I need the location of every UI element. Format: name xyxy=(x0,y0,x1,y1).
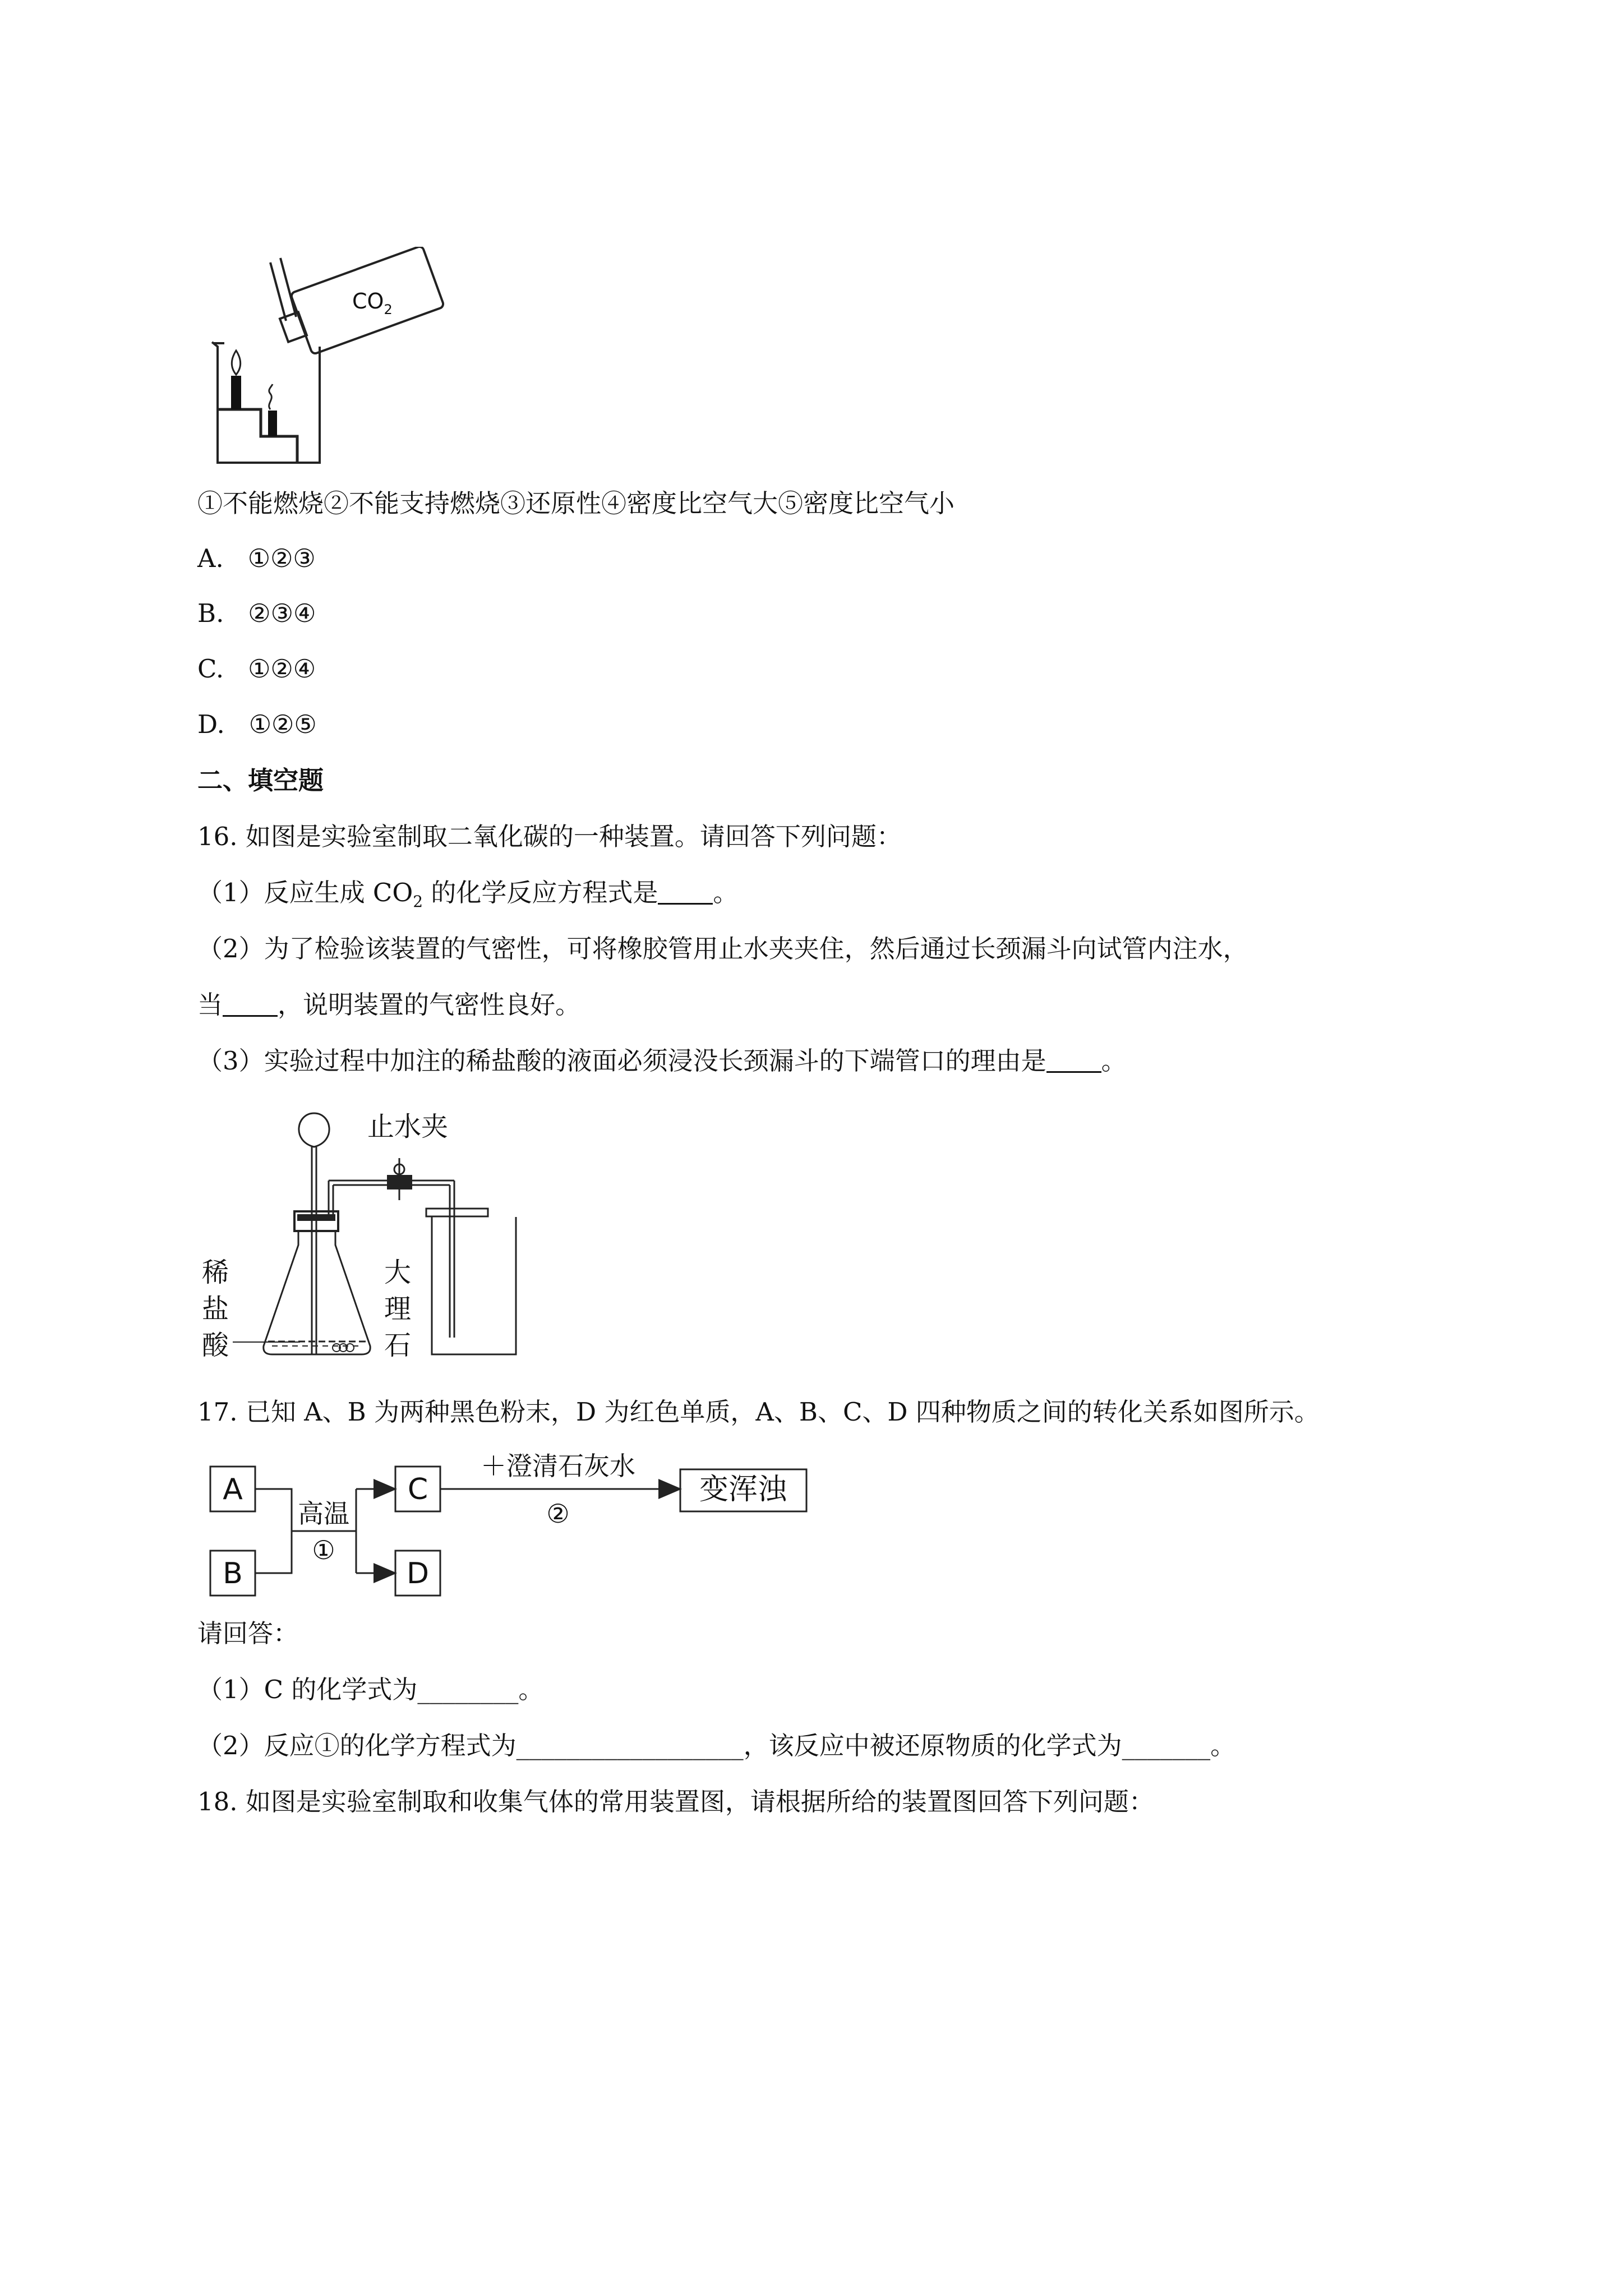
node-b: B xyxy=(223,1557,243,1590)
q17-part1: （1）C 的化学式为________。 xyxy=(197,1675,544,1704)
q15-options-text: ①不能燃烧②不能支持燃烧③还原性④密度比空气大⑤密度比空气小 xyxy=(197,488,955,518)
answer-blank[interactable] xyxy=(1046,1049,1101,1073)
node-c: C xyxy=(407,1473,428,1506)
reagent-2: ＋澄清石灰水 xyxy=(481,1451,635,1481)
step-1: ① xyxy=(312,1535,335,1565)
result-text: 变浑浊 xyxy=(699,1473,787,1506)
marble-label-3: 石 xyxy=(384,1330,412,1361)
q17-part2: （2）反应①的化学方程式为__________________，该反应中被还原物质的化学式为_______。 xyxy=(197,1731,1236,1760)
acid-label-2: 盐 xyxy=(202,1293,229,1325)
marble-label-1: 大 xyxy=(384,1257,412,1288)
q15-choice-a: A. ①②③ xyxy=(197,543,316,573)
acid-label-1: 稀 xyxy=(202,1257,229,1288)
q16-part1: （1）反应生成 $CO_2$ 的化学反应方程式是 。 xyxy=(197,878,739,911)
answer-blank[interactable]: __________________ xyxy=(516,1731,744,1760)
q15-choice-c: C. ①②④ xyxy=(197,654,316,684)
clamp-label: 止水夹 xyxy=(367,1111,449,1142)
marble-label-2: 理 xyxy=(384,1293,412,1325)
answer-blank[interactable]: _______ xyxy=(1122,1731,1211,1760)
step-2: ② xyxy=(546,1499,570,1529)
q17-prompt: 请回答： xyxy=(197,1619,299,1648)
answer-blank[interactable] xyxy=(658,880,713,905)
q16-part2-line2: 当 ，说明装置的气密性良好。 xyxy=(197,990,581,1020)
q16-part2-line1: （2）为了检验该装置的气密性，可将橡胶管用止水夹夹住，然后通过长颈漏斗向试管内注水， xyxy=(197,934,1248,963)
co2-label: $CO_2$ xyxy=(352,289,393,317)
condition-1: 高温 xyxy=(298,1499,349,1529)
answer-blank[interactable] xyxy=(223,993,278,1017)
q18-stem: 18. 如图是实验室制取和收集气体的常用装置图，请根据所给的装置图回答下列问题： xyxy=(197,1787,1154,1816)
co2-apparatus-figure xyxy=(202,1091,550,1377)
acid-label-3: 酸 xyxy=(202,1330,229,1361)
conversion-diagram xyxy=(205,1444,827,1601)
section-heading: 二、填空题 xyxy=(197,766,324,795)
q15-choice-d: D. ①②⑤ xyxy=(197,709,317,739)
q16-stem: 16. 如图是实验室制取二氧化碳的一种装置。请回答下列问题： xyxy=(197,822,902,851)
q16-part3: （3）实验过程中加注的稀盐酸的液面必须浸没长颈漏斗的下端管口的理由是 。 xyxy=(197,1046,1127,1076)
node-a: A xyxy=(223,1473,243,1506)
node-d: D xyxy=(406,1557,430,1590)
answer-blank[interactable]: ________ xyxy=(417,1675,519,1704)
co2-candle-figure xyxy=(208,247,454,471)
q15-choice-b: B. ②③④ xyxy=(197,598,316,628)
q17-stem: 17. 已知 A、B 为两种黑色粉末，D 为红色单质，A、B、C、D 四种物质之间的转化关系如图所示。 xyxy=(197,1397,1320,1427)
